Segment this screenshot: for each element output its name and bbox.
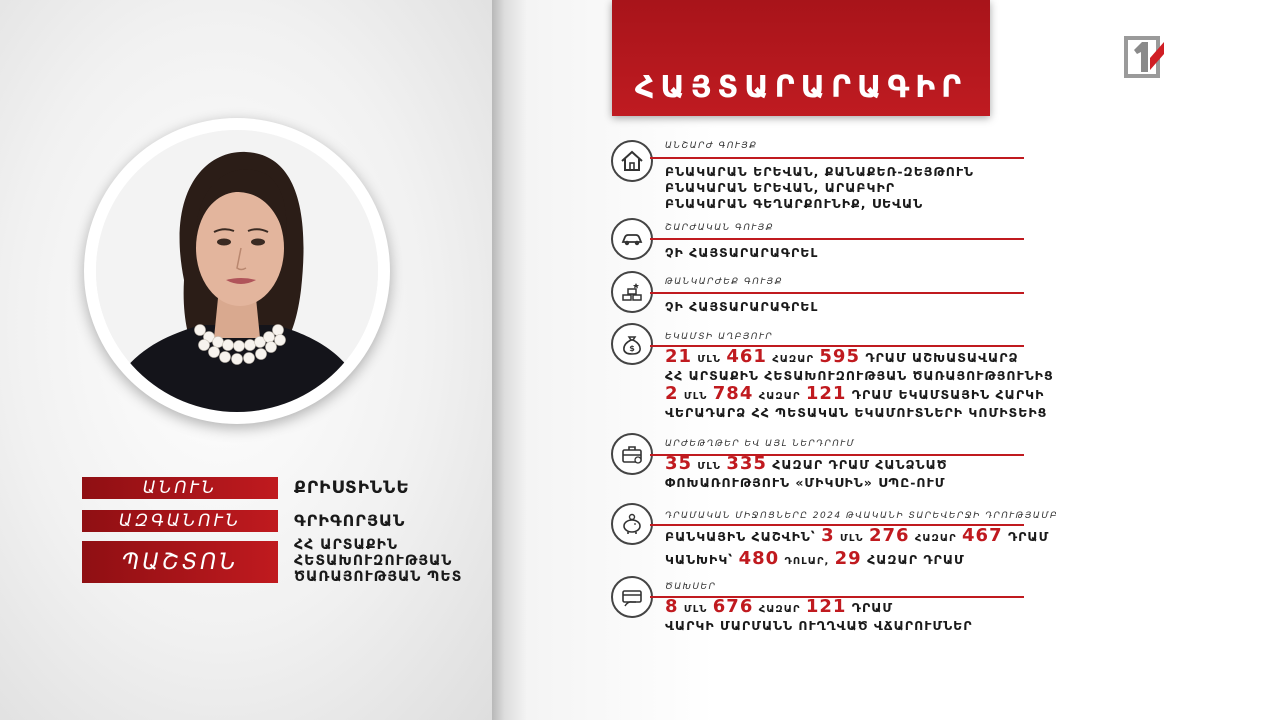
gold-bars-icon: [611, 271, 653, 313]
position-line: ՀԵՏԱԽՈՒԶՈՒԹՅԱՆ: [294, 553, 453, 569]
amount-number: 461: [726, 346, 767, 367]
surname-value: ԳՐԻԳՈՐՅԱՆ: [294, 511, 406, 530]
cash-line: [665, 548, 1049, 570]
portrait-photo: [96, 130, 378, 412]
money-bag-icon: [611, 323, 653, 365]
amount-number: 2: [665, 383, 679, 404]
expenses-line: [665, 596, 973, 618]
position-label: ՊԱՇՏՈՆ: [82, 541, 278, 583]
amount-unit: ԴՈԼԱՐ,: [784, 556, 830, 567]
amount-number: 3: [821, 525, 835, 546]
house-icon: [611, 140, 653, 182]
title-banner: [612, 0, 990, 116]
valuables-subtitle: ԹԱՆԿԱՐԺԵՔ ԳՈՒՅՔ: [665, 277, 784, 287]
amount-description: ԴՐԱՄ: [851, 600, 894, 615]
amount-number: 35: [665, 453, 693, 474]
amount-description: ՀԱԶԱՐ ԴՐԱՄ: [867, 552, 965, 567]
bank-account-label: ԲԱՆԿԱՅԻՆ ՀԱՇՎԻՆ՝: [665, 529, 816, 544]
securities-line: [665, 453, 948, 475]
card-payment-icon: [611, 576, 653, 618]
amount-number: 676: [712, 596, 754, 617]
securities-subtitle: ԱՐԺԵԹՂԹԵՐ ԵՎ ԱՅԼ ՆԵՐԴՐՈՒՄ: [665, 439, 856, 449]
amount-description: ԴՐԱՄ: [1007, 529, 1050, 544]
section-divider: [650, 238, 1024, 240]
divider-strip: [492, 0, 528, 720]
name-label: ԱՆՈՒՆ: [82, 477, 278, 499]
income-source: ՀՀ ԱՐՏԱՔԻՆ ՀԵՏԱԽՈՒԶՈՒԹՅԱՆ ԾԱՌԱՅՈՒԹՅՈՒՆԻՑ: [665, 368, 1054, 383]
list-item: ԲՆԱԿԱՐԱՆ ԵՐԵՎԱՆ, ԱՐԱԲԿԻՐ: [665, 180, 896, 195]
name-value: ՔՐԻՍՏԻՆՆԵ: [294, 478, 410, 498]
car-icon: [611, 218, 653, 260]
amount-unit: ՀԱԶԱՐ: [758, 391, 801, 402]
position-value: [294, 537, 490, 585]
section-divider: [650, 157, 1024, 159]
list-item: ԲՆԱԿԱՐԱՆ ԵՐԵՎԱՆ, ՔԱՆԱՔԵՌ-ԶԵՅԹՈՒՆ: [665, 164, 974, 179]
income-source: ՎԵՐԱԴԱՐՁ ՀՀ ՊԵՏԱԿԱՆ ԵԿԱՄՈՒՏՆԵՐԻ ԿՈՄԻՏԵԻՑ: [665, 405, 1048, 420]
piggy-bank-icon: [611, 503, 653, 545]
amount-unit: ՀԱԶԱՐ: [772, 354, 815, 365]
amount-unit: ՄԼՆ: [697, 461, 721, 472]
amount-number: 595: [819, 346, 860, 367]
amount-number: 121: [805, 596, 847, 617]
amount-number: 8: [665, 596, 679, 617]
position-line: ԾԱՌԱՅՈՒԹՅԱՆ ՊԵՏ: [294, 569, 463, 585]
cash-label: ԿԱՆԽԻԿ՝: [665, 552, 734, 567]
svg-text:$: $: [629, 344, 635, 353]
amount-unit: ՀԱԶԱՐ: [758, 604, 801, 615]
securities-detail: ՓՈԽԱՌՈՒԹՅՈՒՆ «ՄԻԿՍԻՆ» ՍՊԸ-ՈՒՄ: [665, 475, 946, 490]
amount-number: 467: [962, 525, 1003, 546]
page-title: ՀԱՅՏԱՐԱՐԱԳԻՐ: [634, 70, 968, 105]
amount-description: ԴՐԱՄ ԱՇԽԱՏԱՎԱՐՁ: [865, 350, 1019, 365]
section-divider: [650, 292, 1024, 294]
securities-entry: [665, 453, 948, 491]
amount-number: 480: [738, 548, 780, 569]
amount-number: 21: [665, 346, 693, 367]
amount-description: ՀԱԶԱՐ ԴՐԱՄ ՀԱՆՁՆԱԾ: [772, 457, 948, 472]
amount-unit: ՄԼՆ: [683, 391, 708, 402]
list-item: ԲՆԱԿԱՐԱՆ ԳԵՂԱՐՔՈՒՆԻՔ, ՍԵՎԱՆ: [665, 196, 924, 211]
briefcase-icon: [611, 433, 653, 475]
amount-unit: ՄԼՆ: [683, 604, 708, 615]
amount-number: 784: [712, 383, 754, 404]
surname-label: ԱԶԳԱՆՈՒՆ: [82, 510, 278, 532]
amount-unit: ՀԱԶԱՐ: [914, 533, 957, 544]
income-entry-2: [665, 383, 1048, 421]
income-subtitle: ԵԿԱՄՏԻ ԱՂԲՅՈՒՐ: [665, 332, 774, 342]
amount-number: 121: [805, 383, 847, 404]
amount-number: 29: [834, 548, 862, 569]
valuables-text: ՉԻ ՀԱՅՏԱՐԱՐԱԳՐԵԼ: [665, 299, 819, 314]
real-estate-subtitle: ԱՆՇԱՐԺ ԳՈՒՅՔ: [665, 141, 758, 151]
cash-subtitle: ԴՐԱՄԱԿԱՆ ՄԻՋՈՑՆԵՐԸ 2024 ԹՎԱԿԱՆԻ ՏԱՐԵՎԵՐՋԻ ԴՐՈՒԹՅԱՄԲ: [665, 511, 1059, 521]
amount-number: 335: [726, 453, 767, 474]
real-estate-list: [665, 164, 974, 212]
amount-number: 276: [868, 525, 910, 546]
amount-unit: ՄԼՆ: [840, 533, 864, 544]
expenses-entry: [665, 596, 973, 634]
income-line: [665, 383, 1047, 405]
movable-subtitle: ՇԱՐԺԱԿԱՆ ԳՈՒՅՔ: [665, 223, 775, 233]
expenses-subtitle: ԾԱԽՍԵՐ: [665, 582, 717, 592]
amount-unit: ՄԼՆ: [697, 354, 721, 365]
bank-account-line: [665, 525, 1050, 547]
channel-1-logo-icon: [1120, 32, 1168, 82]
cash-entry: [665, 525, 1050, 570]
movable-text: ՉԻ ՀԱՅՏԱՐԱՐԱԳՐԵԼ: [665, 245, 819, 260]
income-entry-1: [665, 346, 1054, 384]
income-line: [665, 346, 1054, 368]
expenses-detail: ՎԱՐԿԻ ՄԱՐՄԱՆՆ ՈՒՂՂՎԱԾ ՎՃԱՐՈՒՄՆԵՐ: [665, 618, 973, 633]
position-line: ՀՀ ԱՐՏԱՔԻՆ: [294, 537, 398, 553]
amount-description: ԴՐԱՄ ԵԿԱՄՏԱՅԻՆ ՀԱՐԿԻ: [851, 387, 1045, 402]
